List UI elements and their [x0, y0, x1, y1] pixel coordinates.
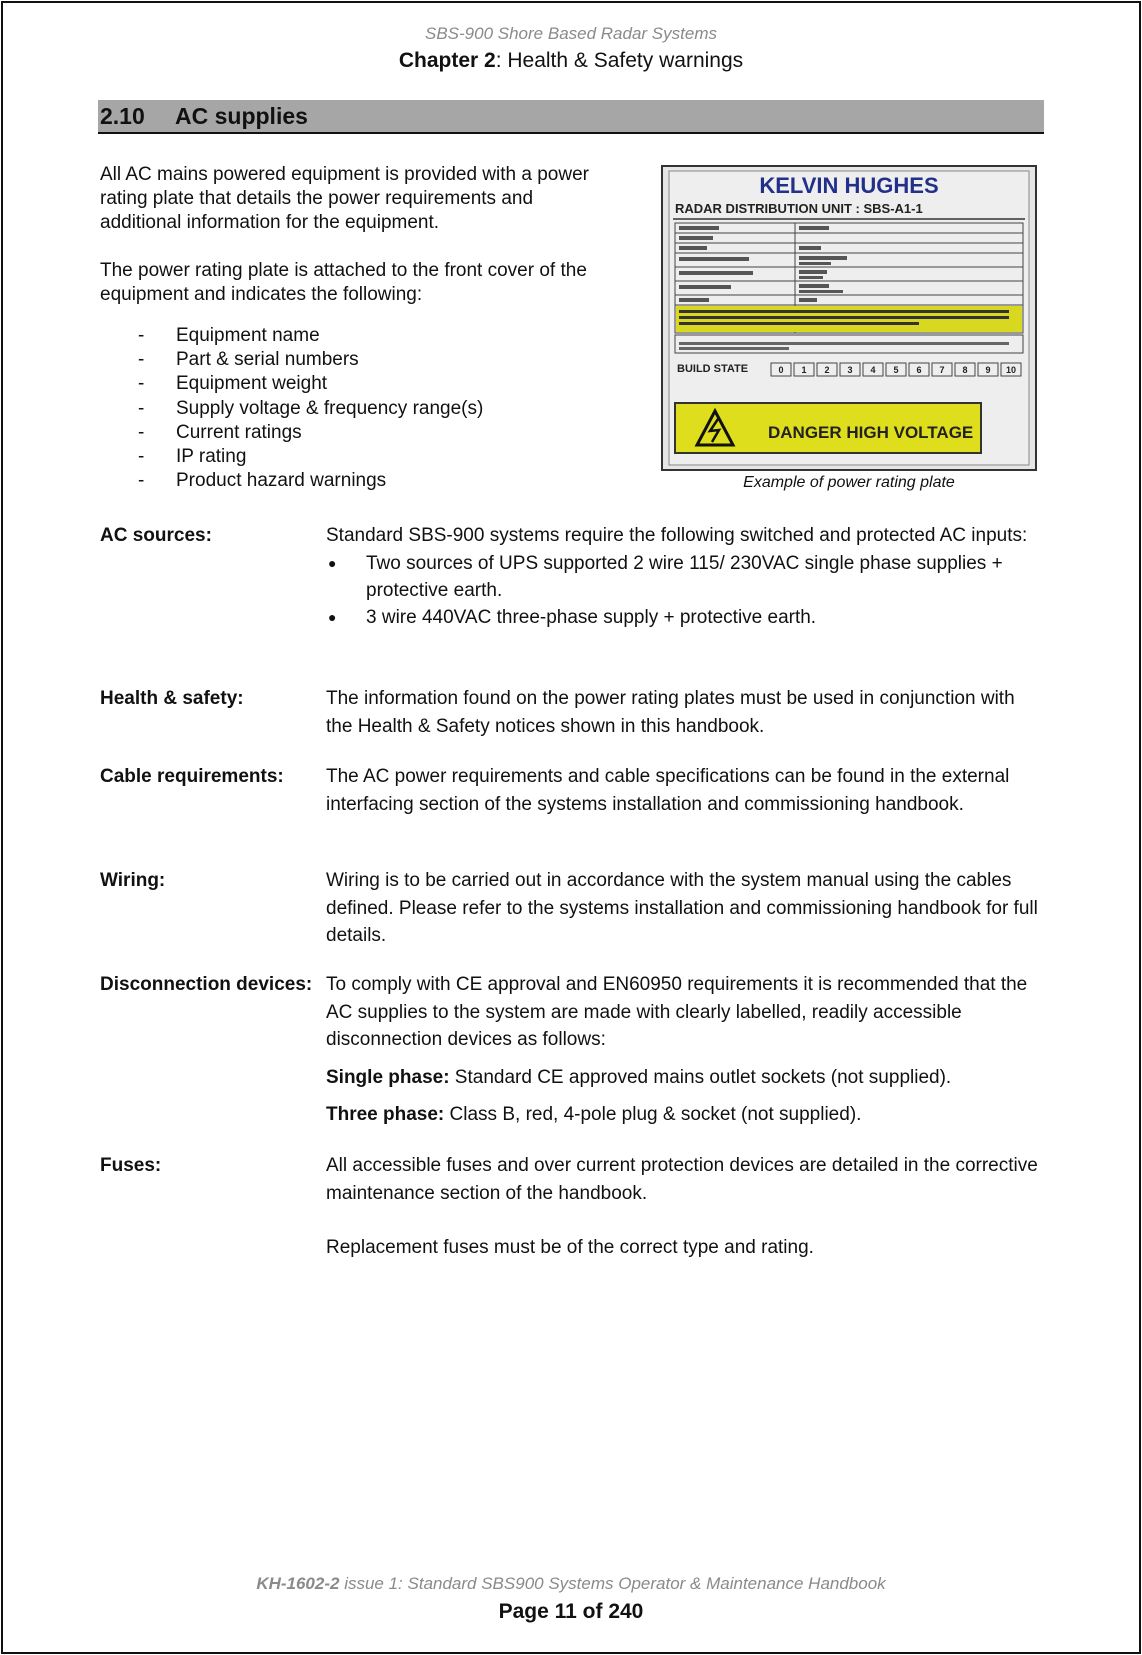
list-item: - Product hazard warnings	[138, 470, 387, 492]
list-item: - IP rating	[138, 446, 247, 468]
definition-body	[326, 522, 1046, 631]
plate-build-number: 8	[962, 365, 968, 375]
list-item: - Part & serial numbers	[138, 349, 359, 371]
list-item: - Current ratings	[138, 421, 302, 443]
definition-body	[326, 1152, 1046, 1262]
single-phase-label: Single phase:	[326, 1066, 450, 1088]
term-ac-sources: AC sources:	[100, 525, 212, 546]
plate-unit: RADAR DISTRIBUTION UNIT : SBS-A1-1	[675, 201, 923, 216]
rating-plate-drawing	[663, 167, 1035, 469]
definition-body	[326, 867, 1046, 950]
plate-build-number: 4	[870, 365, 876, 375]
fuses-text-2: Replacement fuses must be of the correct type and rating.	[326, 1237, 814, 1258]
single-phase-line	[326, 1064, 1046, 1092]
header-chapter	[0, 49, 1142, 73]
plate-build-number: 1	[801, 365, 807, 375]
list-item: ● 3 wire 440VAC three-phase supply + protective earth.	[328, 606, 817, 628]
plate-build-number: 3	[847, 365, 853, 375]
intro-paragraph-2: The power rating plate is attached to the front cover of the equipment and indicates the following:	[100, 260, 587, 305]
wiring-text: Wiring is to be carried out in accordance with the system manual using the cables defined. Please refer to the systems installation and commissioning handbook for full details.	[326, 870, 1038, 946]
section-number: 2.10	[100, 103, 145, 129]
list-item: - Equipment name	[138, 325, 320, 346]
section-title: AC supplies	[175, 103, 308, 129]
three-phase-label: Three phase:	[326, 1104, 445, 1125]
term-cable-requirements: Cable requirements:	[100, 766, 284, 787]
plate-build-number: 10	[1005, 365, 1017, 375]
ac-sources-text: Standard SBS-900 systems require the following switched and protected AC inputs:	[326, 525, 1028, 546]
list-item: ● Two sources of UPS supported 2 wire 115/ 230VAC single phase supplies + protective earth.	[328, 552, 1003, 601]
plate-caption: Example of power rating plate	[743, 474, 955, 491]
three-phase-text: Class B, red, 4-pole plug & socket (not supplied).	[444, 1104, 862, 1125]
chapter-label: Chapter 2	[398, 49, 496, 72]
disconnection-text: To comply with CE approval and EN60950 requirements it is recommended that the AC supplies to the system are made with clearly labelled, readily accessible disconnection devices as follows:	[326, 974, 1028, 1050]
plate-danger-text: DANGER HIGH VOLTAGE	[768, 423, 974, 442]
plate-info-list	[100, 324, 660, 493]
plate-build-state-label: BUILD STATE	[677, 363, 749, 375]
term-disconnection-devices: Disconnection devices:	[100, 974, 313, 995]
header-product: SBS-900 Shore Based Radar Systems	[425, 24, 717, 43]
plate-build-number: 9	[985, 365, 991, 375]
footer-page-number: Page 11 of 240	[498, 1600, 644, 1623]
term-health-safety: Health & safety:	[100, 688, 244, 709]
power-rating-plate-image	[661, 165, 1037, 471]
term-fuses: Fuses:	[100, 1155, 162, 1176]
fuses-text-1: All accessible fuses and over current protection devices are detailed in the corrective maintenance section of the handbook.	[326, 1155, 1038, 1204]
footer-doc-id: KH-1602-2	[256, 1574, 340, 1593]
footer-document	[0, 1574, 1142, 1594]
plate-build-number: 0	[778, 365, 784, 375]
intro-paragraph-1: All AC mains powered equipment is provided with a power rating plate that details the power requirements and additional information for the equipment.	[100, 164, 589, 233]
cable-requirements-text: The AC power requirements and cable specifications can be found in the external interfacing section of the systems installation and commissioning handbook.	[326, 766, 1010, 815]
term-wiring: Wiring:	[100, 870, 166, 891]
section-heading	[98, 100, 1044, 134]
definition-body	[326, 763, 1046, 818]
plate-build-number: 5	[893, 365, 899, 375]
definition-body	[326, 685, 1046, 740]
list-item: - Equipment weight	[138, 373, 328, 395]
definition-body	[326, 971, 1046, 1129]
plate-build-number: 2	[824, 365, 830, 375]
health-safety-text: The information found on the power rating plates must be used in conjunction with the Health & Safety notices shown in this handbook.	[326, 688, 1015, 737]
single-phase-text: Standard CE approved mains outlet sockets (not supplied).	[449, 1066, 952, 1088]
plate-build-number: 6	[916, 365, 922, 375]
footer-doc-title: issue 1: Standard SBS900 Systems Operator & Maintenance Handbook	[339, 1574, 886, 1593]
chapter-title: : Health & Safety warnings	[495, 49, 744, 72]
intro-block	[100, 163, 660, 493]
ac-sources-bullets	[326, 550, 1046, 631]
list-item: - Supply voltage & frequency range(s)	[138, 397, 484, 419]
plate-build-number: 7	[939, 365, 945, 375]
plate-brand: KELVIN HUGHES	[759, 173, 939, 198]
three-phase-line	[326, 1101, 1046, 1129]
